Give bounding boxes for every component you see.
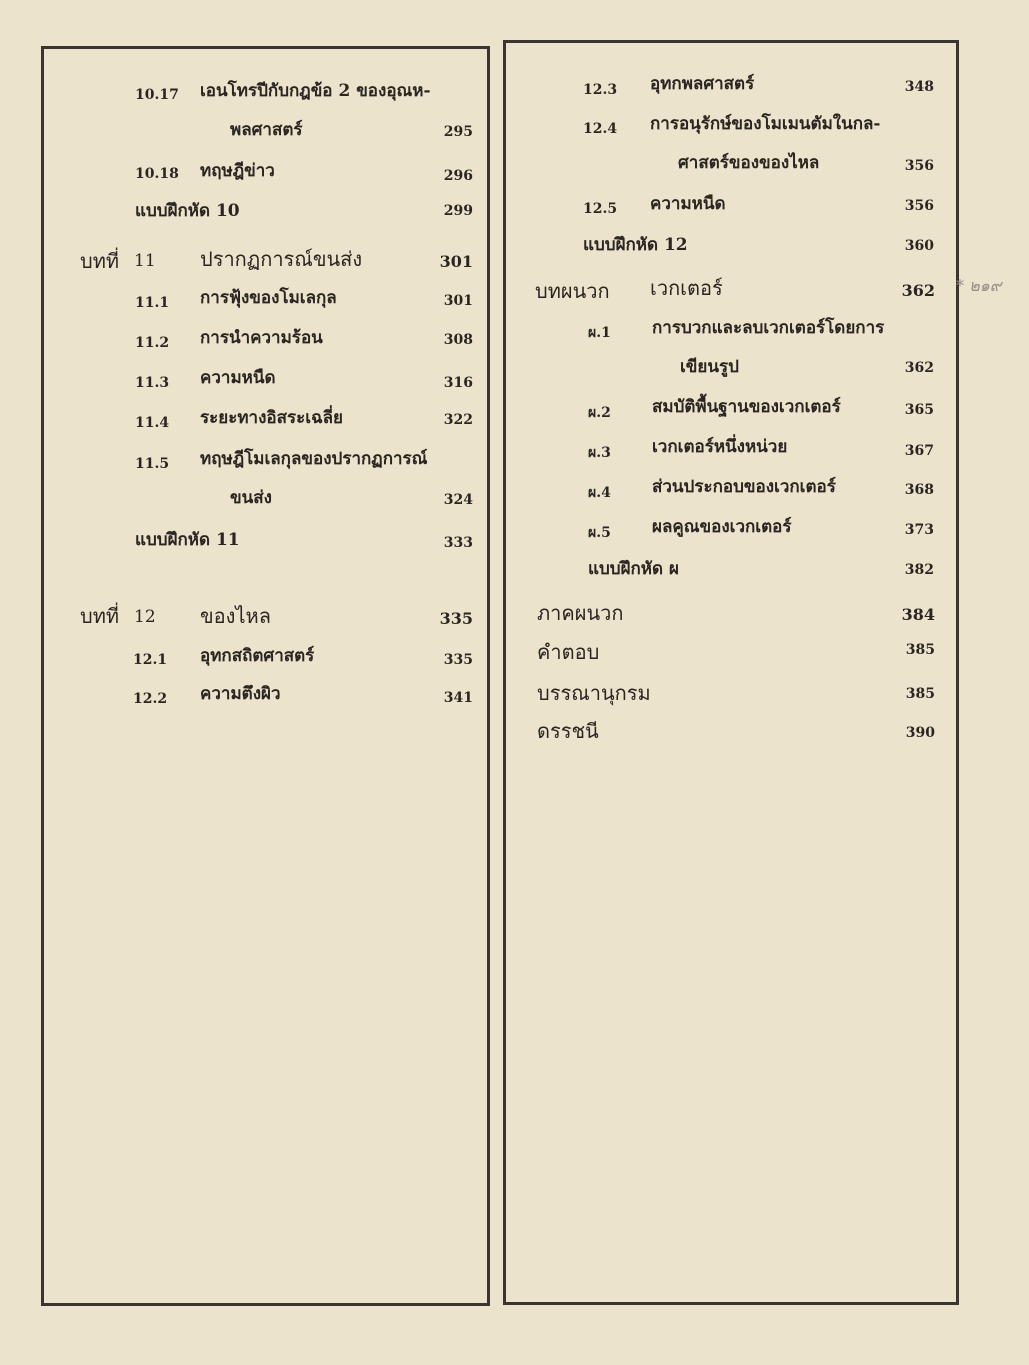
toc-entry-number: ผ.5 — [588, 525, 611, 541]
toc-entry-title: ความหนืด — [650, 194, 726, 214]
back-matter-title: ดรรชนี — [537, 719, 599, 743]
toc-entry-title: ทฤษฎีโมเลกุลของปรากฏการณ์ — [200, 449, 428, 469]
back-matter-title: ภาคผนวก — [537, 601, 624, 625]
back-matter-title: คำตอบ — [537, 640, 600, 664]
chapter-number: 12 — [134, 607, 156, 627]
chapter-title: ของไหล — [200, 604, 271, 628]
toc-entry-page: 367 — [904, 443, 934, 459]
toc-entry-page: 301 — [443, 293, 473, 309]
toc-entry-page: 324 — [443, 492, 473, 508]
chapter-title: ปรากฏการณ์ขนส่ง — [200, 247, 363, 271]
toc-entry-title: เอนโทรปีกับกฎข้อ 2 ของอุณห- — [200, 81, 431, 101]
toc-entry-page: 341 — [443, 690, 473, 706]
chapter-label: บทที่ — [80, 604, 120, 628]
toc-entry-title: แบบฝึกหัด 12 — [583, 235, 688, 255]
appendix-title: เวกเตอร์ — [650, 276, 723, 300]
toc-entry-title: ระยะทางอิสระเฉลี่ย — [200, 408, 344, 428]
toc-entry-page: 362 — [904, 360, 934, 376]
toc-entry-number: ผ.3 — [588, 445, 611, 461]
toc-entry-title: สมบัติพื้นฐานของเวกเตอร์ — [652, 397, 841, 417]
toc-entry-page: 384 — [901, 605, 935, 624]
toc-entry-title: การฟุ้งของโมเลกุล — [200, 288, 337, 308]
toc-entry-title: ศาสตร์ของของไหล — [678, 153, 820, 173]
toc-entry-page: 322 — [443, 412, 473, 428]
toc-right-column — [503, 40, 959, 1305]
toc-entry-number: 11.5 — [135, 456, 170, 472]
toc-entry-page: 356 — [904, 158, 934, 174]
toc-entry-page: 335 — [439, 609, 473, 628]
toc-entry-page: 362 — [901, 281, 935, 300]
toc-entry-number: 11.4 — [135, 415, 170, 431]
toc-entry-title: ขนส่ง — [230, 488, 272, 508]
toc-entry-number: 12.3 — [583, 82, 618, 98]
toc-entry-page: 296 — [443, 168, 473, 184]
toc-left-column — [41, 46, 490, 1306]
toc-entry-page: 295 — [443, 124, 473, 140]
toc-entry-title: ความตึงผิว — [200, 684, 281, 704]
toc-entry-page: 368 — [904, 482, 934, 498]
toc-entry-title: การบวกและลบเวกเตอร์โดยการ — [652, 318, 885, 338]
toc-entry-page: 335 — [443, 652, 473, 668]
handwritten-margin-note: * ๒๑๙ — [956, 276, 1002, 295]
toc-entry-number: 12.2 — [133, 691, 168, 707]
toc-entry-number: 12.5 — [583, 201, 618, 217]
toc-entry-number: ผ.1 — [588, 325, 611, 341]
toc-entry-title: แบบฝึกหัด 11 — [135, 530, 240, 550]
toc-entry-title: การนำความร้อน — [200, 328, 323, 348]
toc-entry-page: 299 — [443, 203, 473, 219]
toc-entry-page: 333 — [443, 535, 473, 551]
toc-entry-page: 365 — [904, 402, 934, 418]
toc-entry-title: ความหนืด — [200, 368, 276, 388]
toc-entry-page: 360 — [904, 238, 934, 254]
toc-entry-page: 356 — [904, 198, 934, 214]
toc-entry-title: แบบฝึกหัด ผ — [588, 559, 679, 579]
toc-entry-page: 390 — [905, 725, 935, 741]
chapter-label: บทที่ — [80, 249, 120, 273]
toc-entry-number: 12.1 — [133, 652, 168, 668]
toc-entry-number: ผ.4 — [588, 485, 611, 501]
toc-entry-number: 10.17 — [135, 87, 179, 103]
toc-entry-title: การอนุรักษ์ของโมเมนตัมในกล- — [650, 114, 881, 134]
toc-entry-page: 385 — [905, 686, 935, 702]
toc-entry-number: 11.3 — [135, 375, 170, 391]
toc-entry-number: ผ.2 — [588, 405, 611, 421]
toc-entry-page: 382 — [904, 562, 934, 578]
toc-entry-page: 316 — [443, 375, 473, 391]
toc-entry-number: 11.2 — [135, 335, 170, 351]
toc-entry-number: 10.18 — [135, 166, 179, 182]
toc-entry-page: 348 — [904, 79, 934, 95]
toc-entry-title: เวกเตอร์หนึ่งหน่วย — [652, 437, 788, 457]
toc-entry-title: แบบฝึกหัด 10 — [135, 201, 240, 221]
appendix-label: บทผนวก — [535, 279, 610, 303]
toc-entry-title: เขียนรูป — [680, 357, 739, 377]
toc-entry-number: 12.4 — [583, 121, 618, 137]
toc-entry-title: อุทกสถิตศาสตร์ — [200, 646, 315, 666]
toc-entry-title: ผลคูณของเวกเตอร์ — [652, 517, 792, 537]
toc-entry-page: 373 — [904, 522, 934, 538]
toc-entry-page: 301 — [439, 252, 473, 271]
toc-entry-title: พลศาสตร์ — [230, 120, 303, 140]
toc-entry-title: ทฤษฎีข่าว — [200, 161, 275, 181]
toc-entry-page: 308 — [443, 332, 473, 348]
toc-entry-number: 11.1 — [135, 295, 170, 311]
toc-entry-title: อุทกพลศาสตร์ — [650, 74, 755, 94]
toc-entry-page: 385 — [905, 642, 935, 658]
toc-entry-title: ส่วนประกอบของเวกเตอร์ — [652, 477, 836, 497]
back-matter-title: บรรณานุกรม — [537, 681, 651, 705]
chapter-number: 11 — [134, 251, 156, 271]
